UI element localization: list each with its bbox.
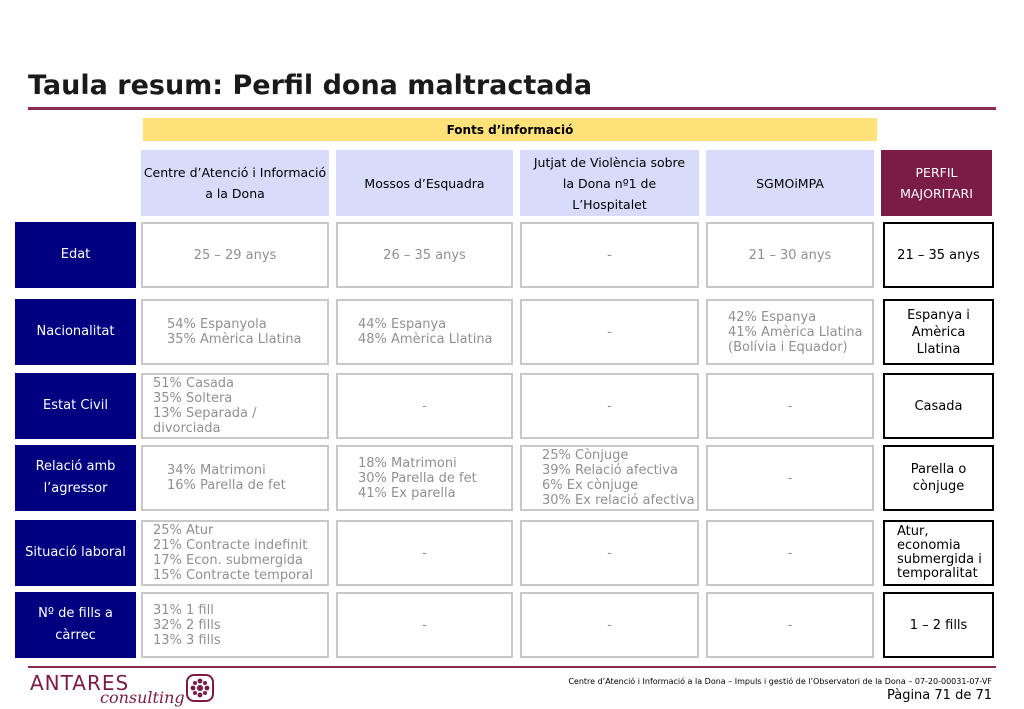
cell-line: - [422,617,427,633]
table-cell [141,592,329,658]
antares-flower-icon [186,674,214,702]
cell-line: 15% Contracte temporal [153,568,313,583]
cell-line: 44% Espanya [358,317,447,332]
table-cell [336,373,513,439]
table-cell [706,222,874,288]
cell-line: - [787,398,793,414]
column-header-perfil [881,150,992,216]
perfil-line: Llatina [916,341,961,357]
row-header-label: Relació amb l’agressor [35,459,116,496]
row-header [15,373,136,439]
cell-line: 54% Espanyola [167,317,267,332]
column-header-label: Mossos d’Esquadra [364,175,485,191]
cell-line: 16% Parella de fet [167,478,286,493]
column-header-sgmoimpa [706,150,874,216]
perfil-line: economia [897,538,961,553]
table-cell [336,445,513,511]
table-cell [520,445,699,511]
cell-line: 31% 1 fill [153,602,214,618]
perfil-line: Casada [914,398,963,414]
cell-line: - [422,545,427,561]
logo-subtitle: consulting [100,688,185,707]
cell-line: - [607,247,612,263]
cell-line: 32% 2 fills [153,617,221,633]
column-header-label: Centre d’Atenció i Informació a la Dona [143,165,327,201]
cell-line: 30% Parella de fet [358,470,477,486]
table-cell [336,592,513,658]
table-cell [336,222,513,288]
perfil-line: Parella o [910,462,967,477]
cell-line: 25% Atur [153,523,214,538]
perfil-cell [883,222,994,288]
perfil-cell [883,445,994,511]
table-cell [141,445,329,511]
cell-line: 48% Amèrica Llatina [358,332,493,347]
cell-line: 21% Contracte indefinit [153,538,308,553]
cell-line: 26 – 35 anys [383,247,466,263]
row-header-label: Situació laboral [25,545,126,560]
row-header-label: Estat Civil [43,398,108,413]
table-cell [520,520,699,586]
table-cell [520,592,699,658]
table-cell [336,299,513,365]
table-cell [706,373,874,439]
table-cell [706,520,874,586]
column-header-label: PERFIL MAJORITARI [900,165,973,201]
cell-line: 25 – 29 anys [193,247,277,263]
row-header [15,299,136,365]
cell-line: 42% Espanya [728,309,817,325]
perfil-line: Amèrica [911,324,966,340]
perfil-cell [883,373,994,439]
cell-line: 34% Matrimoni [167,463,266,478]
cell-line: 51% Casada [153,376,235,391]
cell-line: - [607,324,612,340]
cell-line: 13% Separada / divorciada [153,406,257,436]
cell-line: 35% Soltera [153,391,233,406]
table-cell [520,222,699,288]
row-header-label: Edat [60,247,91,262]
cell-line: 41% Ex parella [358,485,456,501]
perfil-line: 1 – 2 fills [909,617,968,633]
cell-line: 39% Relació afectiva [542,463,678,478]
cell-line: - [787,470,793,486]
perfil-line: Atur, [897,524,929,539]
title-divider [28,107,996,110]
cell-line: - [787,545,793,561]
perfil-cell [883,520,994,586]
row-header [15,222,136,288]
perfil-line: submergida i [897,552,982,567]
perfil-cell [883,592,994,658]
column-header-jutjat [520,150,699,216]
table-cell [706,445,874,511]
perfil-line: temporalitat [897,566,978,581]
perfil-cell [883,299,994,365]
footer-divider [28,666,996,668]
perfil-line: cònjuge [912,479,965,494]
table-cell [141,299,329,365]
row-header [15,520,136,586]
row-header-label: Nacionalitat [36,324,115,339]
table-cell [141,520,329,586]
table-cell [706,592,874,658]
cell-line: 25% Cònjuge [542,448,629,463]
table-cell [336,520,513,586]
cell-line: 17% Econ. submergida [153,553,303,568]
table-cell [520,373,699,439]
cell-line: - [422,398,427,414]
column-header-label: Jutjat de Violència sobre la Dona nº1 de L’Hospitalet [533,154,686,212]
column-header-mossos [336,150,513,216]
cell-line: 18% Matrimoni [358,455,457,471]
row-header-label: Nº de fills a càrrec [38,606,113,643]
sources-header: Fonts d’informació [143,118,877,141]
page-title: Taula resum: Perfil dona maltractada [28,70,593,101]
cell-line: 41% Amèrica Llatina (Bolívia i Equador) [728,324,863,355]
footer-text: Centre d’Atenció i Informació a la Dona – Impuls i gestió de l’Observatori de la Dona – 07-20-00031-07-VF [568,677,992,686]
table-cell [520,299,699,365]
table-cell [706,299,874,365]
perfil-line: 21 – 35 anys [897,247,980,263]
cell-line: 13% 3 fills [153,632,221,648]
cell-line: 21 – 30 anys [748,247,832,263]
table-cell [141,222,329,288]
perfil-line: Espanya i [907,307,970,323]
cell-line: - [787,617,793,633]
table-cell [141,373,329,439]
cell-line: 35% Amèrica Llatina [167,332,302,347]
row-header [15,592,136,658]
cell-line: 6% Ex cònjuge [542,478,639,493]
column-header-label: SGMOiMPA [756,175,824,191]
cell-line: 30% Ex relació afectiva [542,493,695,508]
cell-line: - [607,398,612,414]
page-number: Pàgina 71 de 71 [886,688,992,703]
cell-line: - [607,617,612,633]
logo-wordmark: ANTARES [30,671,130,695]
cell-line: - [607,545,612,561]
column-header-centre [141,150,329,216]
row-header [15,445,136,511]
